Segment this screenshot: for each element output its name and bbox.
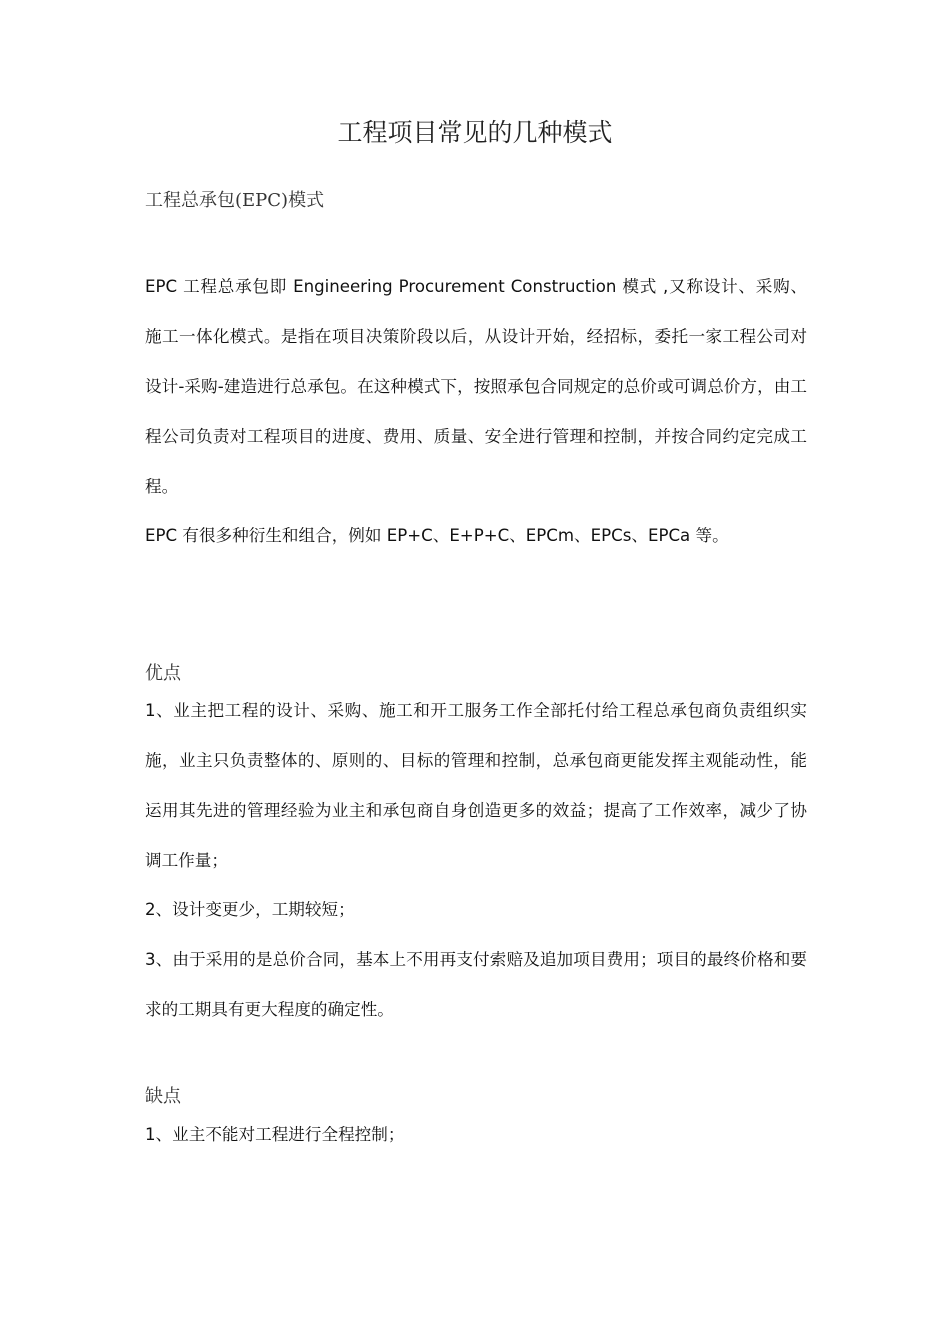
advantage-item-2: 2、设计变更少，工期较短； [145, 900, 355, 919]
document-title: 工程项目常见的几种模式 [337, 118, 613, 147]
advantage-item-1: 1、业主把工程的设计、采购、施工和开工服务工作全部托付给工程总承包商负责组织实施，业主只负责整体的、原则的、目标的管理和控制，总承包商更能发挥主观能动性，能运用其先进的管理经验为业主和承包商自身创造更多的效益；提高了工作效率，减少了协调工作量； [145, 701, 807, 870]
disadvantage-item-1: 1、业主不能对工程进行全程控制； [145, 1125, 405, 1144]
advantages-heading: 优点 [145, 663, 181, 684]
advantage-item-3: 3、由于采用的是总价合同，基本上不用再支付索赔及追加项目费用；项目的最终价格和要求的工期具有更大程度的确定性。 [145, 950, 807, 1019]
intro-paragraph: EPC 工程总承包即 Engineering Procurement Construction 模式 ,又称设计、采购、施工一体化模式。是指在项目决策阶段以后，从设计开始，经招标，委托一家工程公司对设计-采购-建造进行总承包。在这种模式下，按照承包合同规定的总价或可调总价方，由工程公司负责对工程项目的进度、费用、质量、安全进行管理和控制，并按合同约定完成工程。 [145, 277, 807, 496]
disadvantages-heading: 缺点 [145, 1086, 181, 1107]
section-heading: 工程总承包(EPC)模式 [145, 190, 325, 211]
derivatives-line: EPC 有很多种衍生和组合，例如 EP+C、E+P+C、EPCm、EPCs、EPCa 等。 [145, 526, 729, 545]
